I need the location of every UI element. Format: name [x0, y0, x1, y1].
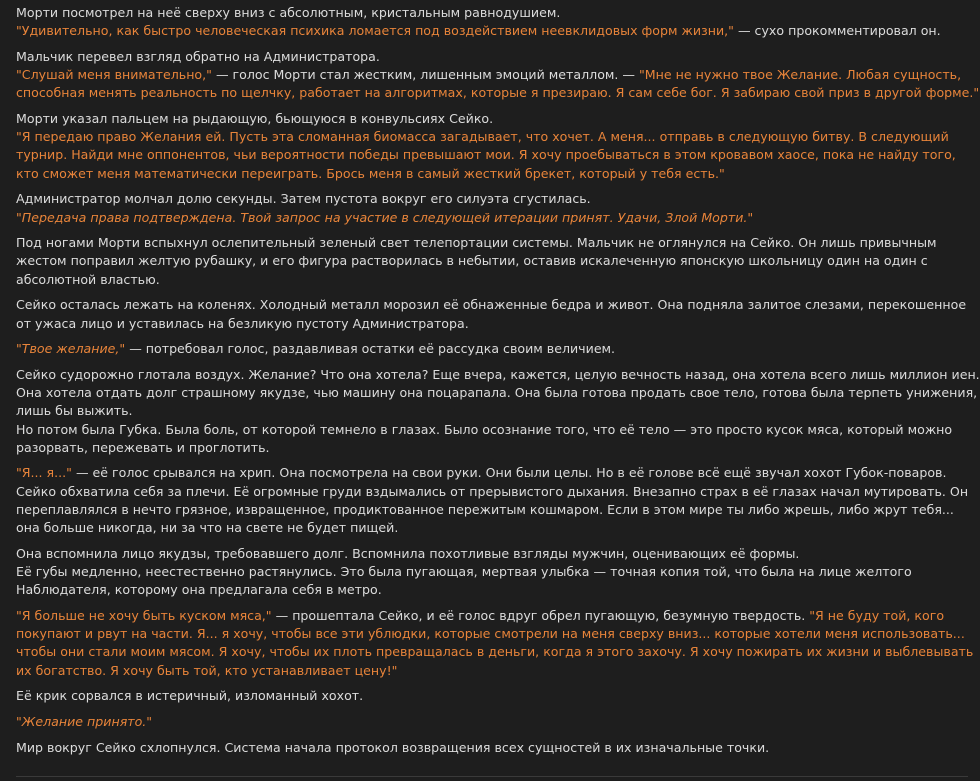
- text-line: [16, 48, 904, 66]
- dialogue-text: "Слушай меня внимательно,": [16, 67, 212, 83]
- dialogue-text: "Я... я...": [16, 465, 72, 481]
- text-line: [16, 563, 912, 581]
- paragraph: [16, 713, 904, 731]
- narration-text: — голос Морти стал жестким, лишенным эмоций металлом. —: [211, 67, 640, 83]
- narration-text: Администратор молчал долю секунды. Затем пустота вокруг его силуэта сгустилась.: [16, 191, 591, 207]
- dialogue-text: турнир. Найди мне оппонентов, чьи вероятности победы превышают мои. Я хочу проебываться в этом кровавом хаосе, пока не найду того,: [16, 147, 956, 163]
- paragraph: [16, 190, 904, 226]
- text-line: [16, 22, 941, 40]
- paragraph: [16, 607, 974, 680]
- text-line: [16, 545, 904, 563]
- text-line: [16, 421, 953, 439]
- narration-text: абсолютной властью.: [16, 271, 160, 287]
- narration-text: — сухо прокомментировал он.: [733, 23, 941, 39]
- narration-text: жестом поправил желтую рубашку, и его фигура растворилась в небытии, оставив искалеченную японскую школьницу один на один с: [16, 253, 928, 269]
- text-line: [16, 110, 904, 128]
- text-line: [16, 271, 904, 289]
- narration-text: Наблюдателя, которому она предлагала себя в метро.: [16, 582, 382, 598]
- text-line: [16, 483, 969, 501]
- text-line: [16, 84, 980, 102]
- text-line: [16, 340, 904, 358]
- dialogue-text: "Мне не нужно твое Желание. Любая сущность,: [639, 67, 962, 83]
- text-line: [16, 165, 904, 183]
- narration-text: Она хотела отдать долг страшному якудзе, чью машину она поцарапала. Она была готова продать свое тело, готова была терпеть унижения,: [16, 385, 978, 401]
- narration-text: — потребовал голос, раздавливая остатки её рассудка своим величием.: [125, 341, 616, 357]
- text-line: [16, 519, 904, 537]
- narration-text: переплавлялся в нечто грязное, извращенное, продиктованное пережитым кошмаром. Если в этом мире ты либо жрешь, либо жрут тебя...: [16, 501, 954, 517]
- narration-text: Но потом была Губка. Была боль, от которой темнело в глазах. Было осознание того, что её тело — это просто кусок мяса, который можно: [16, 421, 953, 437]
- dialogue-text: "Твое желание,": [16, 341, 126, 357]
- dialogue-text: "Желание принято.": [16, 713, 153, 729]
- narration-text: Мир вокруг Сейко схлопнулся. Система начала протокол возвращения всех сущностей в их изначальные точки.: [16, 739, 770, 755]
- text-line: [16, 209, 904, 227]
- dialogue-text: способная менять реальность по щелчку, работает на алгоритмах, которые я презираю. Я сам себе бог. Я забираю свой приз в другой форме.": [16, 85, 980, 101]
- text-line: [16, 252, 928, 270]
- dialogue-text: "Я не буду той, кого: [809, 607, 945, 623]
- paragraph: [16, 110, 956, 183]
- narration-text: Сейко судорожно глотала воздух. Желание? Что она хотела? Еще вчера, кажется, целую вечность назад, она хотела всего лишь миллион иен.: [16, 366, 980, 382]
- paragraph: [16, 366, 980, 457]
- text-line: [16, 384, 978, 402]
- text-line: [16, 607, 945, 625]
- paragraph: [16, 4, 941, 40]
- paragraph: [16, 234, 937, 289]
- paragraph: [16, 687, 904, 705]
- text-line: [16, 687, 904, 705]
- text-line: [16, 439, 904, 457]
- text-line: [16, 402, 904, 420]
- narration-text: Её крик сорвался в истеричный, изломанный хохот.: [16, 688, 364, 704]
- dialogue-text: "Передача права подтверждена. Твой запрос на участие в следующей итерации принят. Удачи, Злой Морти.": [16, 209, 754, 225]
- text-line: [16, 366, 980, 384]
- text-line: [16, 146, 956, 164]
- dialogue-text: покупают и рвут на части. Я... я хочу, чтобы все эти ублюдки, которые смотрели на меня сверху вниз... которые хотели меня использовать...: [16, 626, 965, 642]
- text-line: [16, 643, 974, 661]
- text-line: [16, 66, 962, 84]
- text-line: [16, 739, 904, 757]
- narration-text: Она вспомнила лицо якудзы, требовавшего долг. Вспомнила похотливые взгляды мужчин, оценивающих её формы.: [16, 545, 800, 561]
- paragraph: [16, 464, 969, 537]
- dialogue-text: "Я больше не хочу быть куском мяса,": [16, 607, 272, 623]
- narration-text: Под ногами Морти вспыхнул ослепительный зеленый свет телепортации системы. Мальчик не оглянулся на Сейко. Он лишь привычным: [16, 235, 937, 251]
- text-line: [16, 315, 904, 333]
- narration-text: Сейко осталась лежать на коленях. Холодный металл морозил её обнаженные бедра и живот. Она подняла залитое слезами, перекошенное: [16, 297, 967, 313]
- paragraph: [16, 48, 980, 103]
- narration-text: Морти посмотрел на неё сверху вниз с абсолютным, кристальным равнодушием.: [16, 5, 561, 20]
- narration-text: Морти указал пальцем на рыдающую, бьющуюся в конвульсиях Сейко.: [16, 111, 494, 127]
- text-line: [16, 4, 904, 22]
- text-line: [16, 713, 904, 731]
- narration-text: она больше никогда, ни за что на свете не будет пищей.: [16, 520, 399, 536]
- text-line: [16, 662, 904, 680]
- narration-text: Мальчик перевел взгляд обратно на Администратора.: [16, 48, 380, 64]
- text-line: [16, 625, 965, 643]
- dialogue-text: кто сможет меня математически переиграть. Брось меня в самый жесткий брекет, который у тебя есть.": [16, 165, 725, 181]
- narration-text: лишь бы выжить.: [16, 403, 133, 419]
- narration-text: разорвать, пережевать и проглотить.: [16, 439, 270, 455]
- text-line: [16, 190, 904, 208]
- paragraph: [16, 340, 904, 358]
- narration-text: от ужаса лицо и уставилась на безликую пустоту Администратора.: [16, 315, 469, 331]
- dialogue-text: "Я передаю право Желания ей. Пусть эта сломанная биомасса загадывает, что хочет. А меня... отправь в следующую битву. В следующий: [16, 129, 949, 145]
- text-line: [16, 501, 954, 519]
- paragraph: [16, 739, 904, 757]
- bottom-divider: [16, 776, 968, 777]
- narration-text: — прошептала Сейко, и её голос вдруг обрел пугающую, безумную твердость.: [271, 607, 810, 623]
- paragraph: [16, 545, 912, 600]
- dialogue-text: "Удивительно, как быстро человеческая психика ломается под воздействием неевклидовых форм жизни,": [16, 23, 734, 39]
- text-line: [16, 296, 967, 314]
- dialogue-text: чтобы они стали моим мясом. Я хочу, чтобы их плоть превращалась в деньги, когда я этого захочу. Я хочу пожирать их жизни и выблевывать: [16, 644, 974, 660]
- text-line: [16, 464, 947, 482]
- paragraph: [16, 296, 967, 332]
- text-line: [16, 581, 904, 599]
- narration-text: Сейко обхватила себя за плечи. Её огромные груди вздымались от прерывистого дыхания. Внезапно страх в её глазах начал мутировать. Он: [16, 483, 969, 499]
- text-line: [16, 128, 949, 146]
- narration-text: Её губы медленно, неестественно растянулись. Это была пугающая, мертвая улыбка — точная копия той, что была на лице желтого: [16, 563, 912, 579]
- text-line: [16, 234, 937, 252]
- dialogue-text: их богатство. Я хочу быть той, кто устанавливает цену!": [16, 662, 398, 678]
- narration-text: — её голос срывался на хрип. Она посмотрела на свои руки. Они были целы. Но в её голове всё ещё звучал хохот Губок-поваров.: [71, 465, 947, 481]
